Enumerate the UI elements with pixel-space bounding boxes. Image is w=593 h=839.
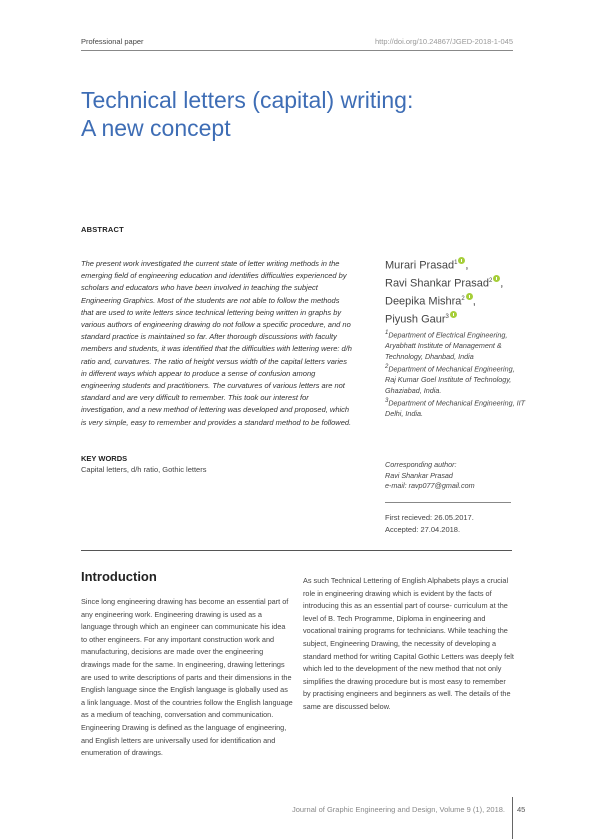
received-date: First recieved: 26.05.2017. xyxy=(385,513,474,522)
author-separator: , xyxy=(500,277,504,290)
affiliation-sup: 2 xyxy=(385,364,389,371)
affiliation-sup: 3 xyxy=(385,398,389,405)
author-name: Deepika Mishra xyxy=(385,295,462,308)
corresponding-label: Corresponding author: xyxy=(385,460,457,469)
author-affil-sup: 1 xyxy=(454,260,458,266)
journal-citation: Journal of Graphic Engineering and Design, Volume 9 (1), 2018. xyxy=(291,805,505,814)
corresponding-author xyxy=(385,460,525,492)
affiliation-text: Department of Mechanical Engineering, IIT Delhi, India. xyxy=(385,398,525,419)
affiliation-item xyxy=(385,328,525,362)
author-affil-sup: 2 xyxy=(461,296,465,303)
author-affil-sup: 2 xyxy=(488,278,493,285)
affiliation-text: Department of Electrical Engineering, Aryabhatt Institute of Management & Technology, Dhanbad, India xyxy=(385,330,508,361)
author-separator: , xyxy=(472,295,476,308)
abstract-heading: ABSTRACT xyxy=(81,225,124,234)
accepted-date: Accepted: 27.04.2018. xyxy=(385,525,461,534)
introduction-heading: Introduction xyxy=(81,569,157,584)
affiliation-item xyxy=(385,396,525,420)
footer-divider xyxy=(512,797,513,839)
author-name: Ravi Shankar Prasad xyxy=(385,277,489,290)
corresponding-email[interactable]: e-mail: ravp077@gmail.com xyxy=(385,481,475,491)
author-separator: , xyxy=(465,259,469,272)
dates-divider xyxy=(385,502,511,503)
author-item xyxy=(385,292,525,310)
header-divider xyxy=(81,50,513,51)
introduction-column-1: Since long engineering drawing has become an essential part of any engineering work. Engineering drawing is used as a language through which an engineer can communicate his idea to other engineers. For any important construction work and manufacturing, decisions are made over the engineering drawings made for the same. In engineering, drawing letterings are used to write descriptions of parts and their dimensions in the English language since the English language is globally used as a link language. Most of the countries follow the English language as a medium of teaching, conversation and communication. Engineering Drawing is defined as the language of engineering, and English letters are universally used for identification and enumeration of drawings. xyxy=(81,597,293,758)
affiliation-text: Department of Mechanical Engineering, Raj Kumar Goel Institute of Technology, Ghaziabad, India. xyxy=(385,364,515,395)
author-affil-sup: 3 xyxy=(445,314,449,321)
paper-title xyxy=(81,86,511,142)
title-line-2: A new concept xyxy=(81,115,231,141)
author-item xyxy=(385,310,525,328)
section-divider xyxy=(81,550,512,551)
keywords-heading: KEY WORDS xyxy=(81,454,128,463)
keywords-text: Capital letters, d/h ratio, Gothic letters xyxy=(81,465,207,474)
orcid-icon[interactable] xyxy=(466,293,473,300)
author-list xyxy=(385,256,525,329)
author-name: Piyush Gaur xyxy=(385,314,446,327)
article-type: Professional paper xyxy=(81,37,144,46)
author-item xyxy=(385,274,525,292)
affiliation-sup: 1 xyxy=(385,330,389,336)
author-item xyxy=(385,256,525,274)
affiliation-item xyxy=(385,362,525,396)
author-name: Murari Prasad xyxy=(385,259,455,272)
article-dates xyxy=(385,512,474,536)
doi-link[interactable]: http://doi.org/10.24867/JGED-2018-1-045 xyxy=(374,37,513,46)
orcid-icon[interactable] xyxy=(450,311,457,318)
affiliation-list xyxy=(385,328,525,420)
title-line-1: Technical letters (capital) writing: xyxy=(81,87,414,113)
introduction-column-2: As such Technical Lettering of English Alphabets plays a crucial role in engineering drawing which is evident by the facts of introducing this as an essential part of course- curriculum at the level of B. Tech Programme, Diploma in engineering and vocational training programs for technicians. While teaching the subject, Engineering Drawing, the necessity of developing a standard method for writing Capital Gothic Letters was deeply felt which led to the development of the new method that not only simplifies the drawing procedure but is most easy to remember by practising engineers and beginners as well. The details of the same are discussed below. xyxy=(303,576,514,711)
abstract-text: The present work investigated the current state of letter writing methods in the emerging field of engineering education and identifies difficulties experienced by scholars and educators who have been involved in teaching the subject Engineering Graphics. Most of the students are not able to follow the methods that are used to write letters since technical lettering being written in graphs by various authors of engineering drawing do not follow a specific procedure, and no standard practice is maintained so far. After thorough discussions with faculty members and students, it was identified that the difficulties with lettering were: d/h ratio and, curvatures. The ratio of height versus width of the capital letters varies in different ways which appear to produce a sense of confusion among engineering students and practitioners. The curvatures of various letters are not standard and are very difficult to remember. This took our interest for investigation, and a new method of lettering was developed and proposed, which is very simple, easy to remember and provides a standard method to be followed. xyxy=(81,259,352,427)
corresponding-name: Ravi Shankar Prasad xyxy=(385,470,453,480)
page-number: 45 xyxy=(517,805,526,814)
